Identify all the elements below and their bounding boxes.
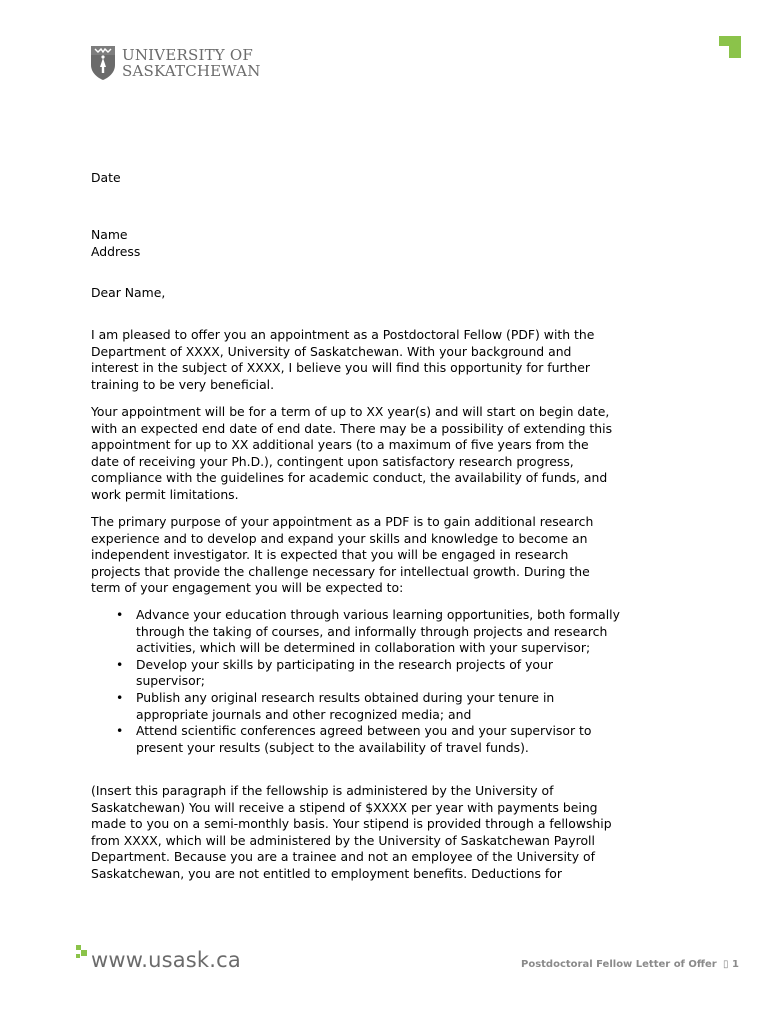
bullet-icon: • <box>116 689 124 705</box>
logo-line-2: SASKATCHEWAN <box>122 62 261 80</box>
list-item-line: Develop your skills by participating in the research projects of your <box>136 656 553 672</box>
paragraph-line: date of receiving your Ph.D.), contingent upon satisfactory research progress, <box>91 453 574 469</box>
footer-document-title: Postdoctoral Fellow Letter of Offer <box>521 959 717 970</box>
paragraph-purpose <box>91 514 691 597</box>
list-item-line: through the taking of courses, and informally through projects and research <box>136 623 608 639</box>
recipient-name: Name <box>91 227 128 242</box>
recipient-address: Address <box>91 243 141 259</box>
footer-website-link[interactable]: www.usask.ca <box>91 948 241 972</box>
list-item-line: supervisor; <box>136 673 205 689</box>
bullet-icon: • <box>116 656 124 672</box>
footer-separator-icon: ▯ <box>723 959 729 970</box>
university-logo <box>90 44 261 82</box>
list-item <box>91 607 691 657</box>
expectations-list <box>91 607 691 756</box>
shield-crest-icon <box>90 45 116 81</box>
green-corner-mark-icon <box>719 36 741 58</box>
paragraph-line: compliance with the guidelines for academic conduct, the availability of funds, and <box>91 470 608 486</box>
list-item-line: Attend scientific conferences agreed between you and your supervisor to <box>136 723 592 739</box>
list-item-line: Publish any original research results obtained during your tenure in <box>136 689 555 705</box>
paragraph-line: term of your engagement you will be expected to: <box>91 580 404 596</box>
salutation: Dear Name, <box>91 285 166 300</box>
recipient-block <box>91 227 691 260</box>
paragraph-line: made to you on a semi-monthly basis. Your stipend is provided through a fellowship <box>91 816 612 832</box>
paragraph-line: training to be very beneficial. <box>91 376 275 392</box>
list-item <box>91 657 691 690</box>
paragraph-line: from XXXX, which will be administered by the University of Saskatchewan Payroll <box>91 832 595 848</box>
list-item-line: activities, which will be determined in collaboration with your supervisor; <box>136 640 591 656</box>
paragraph-line: The primary purpose of your appointment as a PDF is to gain additional research <box>91 514 594 529</box>
list-item <box>91 690 691 723</box>
paragraph-line: with an expected end date of end date. There may be a possibility of extending this <box>91 420 613 436</box>
green-footer-mark-icon <box>76 945 88 959</box>
paragraph-line: I am pleased to offer you an appointment as a Postdoctoral Fellow (PDF) with the <box>91 327 595 342</box>
paragraph-line: interest in the subject of XXXX, I believe you will find this opportunity for further <box>91 360 590 376</box>
paragraph-line: (Insert this paragraph if the fellowship is administered by the University of <box>91 783 554 798</box>
paragraph-line: projects that provide the challenge necessary for intellectual growth. During the <box>91 563 590 579</box>
list-item-line: Advance your education through various learning opportunities, both formally <box>136 607 620 622</box>
bullet-icon: • <box>116 723 124 739</box>
letter-date: Date <box>91 170 121 185</box>
paragraph-line: experience and to develop and expand your skills and knowledge to become an <box>91 530 588 546</box>
bullet-icon: • <box>116 607 124 622</box>
page-number: 1 <box>732 959 739 970</box>
paragraph-line: Department. Because you are a trainee and not an employee of the University of <box>91 849 595 865</box>
paragraph-line: Your appointment will be for a term of up to XX year(s) and will start on begin date, <box>91 404 610 419</box>
paragraph-line: appointment for up to XX additional years (to a maximum of five years from the <box>91 437 589 453</box>
paragraph-stipend <box>91 783 691 883</box>
paragraph-line: Saskatchewan, you are not entitled to employment benefits. Deductions for <box>91 865 562 881</box>
paragraph-line: Department of XXXX, University of Saskatchewan. With your background and <box>91 343 572 359</box>
paragraph-line: independent investigator. It is expected that you will be engaged in research <box>91 547 569 563</box>
paragraph-offer <box>91 327 691 393</box>
paragraph-term <box>91 404 691 504</box>
logo-line-1: UNIVERSITY OF <box>122 46 253 64</box>
paragraph-line: work permit limitations. <box>91 486 239 502</box>
list-item-line: present your results (subject to the availability of travel funds). <box>136 739 529 755</box>
list-item-line: appropriate journals and other recognized media; and <box>136 706 472 722</box>
paragraph-line: Saskatchewan) You will receive a stipend of $XXXX per year with payments being <box>91 799 598 815</box>
list-item <box>91 723 691 756</box>
